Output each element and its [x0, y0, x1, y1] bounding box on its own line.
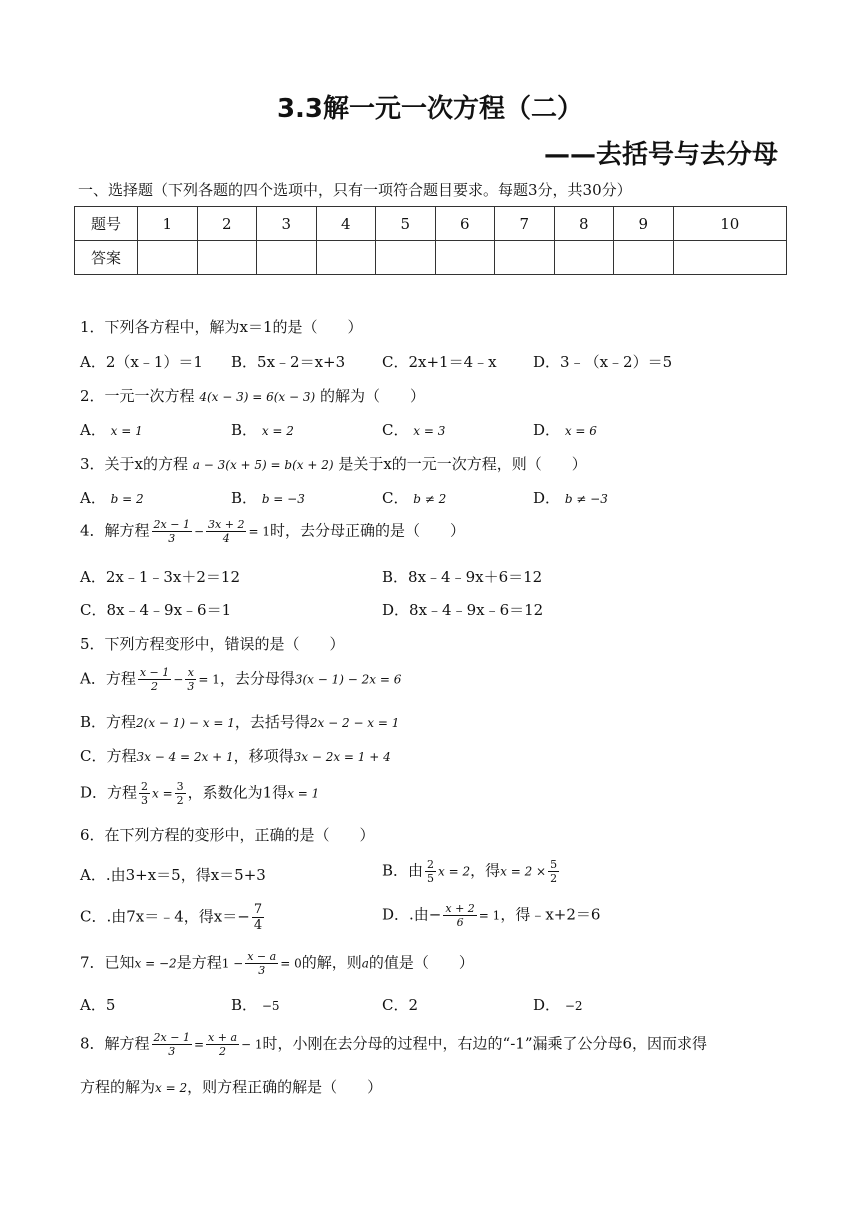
option-result: x = 2 × — [500, 864, 547, 879]
equation-rhs: = 0 — [280, 956, 302, 971]
question-5: 5．下列方程变形中，错误的是（ ） — [80, 635, 345, 653]
answer-cell[interactable] — [673, 241, 787, 275]
q5-option-b[interactable] — [80, 711, 399, 732]
q7-variable: a — [361, 956, 369, 971]
denominator: 3 — [187, 680, 195, 693]
answer-cell[interactable] — [316, 241, 376, 275]
option-result: ，得﹣x+2＝6 — [500, 905, 601, 924]
question-number-cell: 5 — [376, 207, 436, 241]
question-2 — [80, 385, 425, 406]
q2-prefix: 2．一元一次方程 — [80, 387, 195, 405]
q7-option-b[interactable] — [231, 994, 280, 1015]
fraction — [206, 518, 246, 545]
fraction — [252, 902, 264, 933]
option-equation: 3x − 4 = 2x + 1 — [136, 750, 234, 764]
numerator: x − a — [247, 950, 277, 963]
question-1: 1．下列各方程中，解为x＝1的是（ ） — [80, 318, 363, 336]
question-number-cell: 2 — [197, 207, 257, 241]
option-value: −2 — [564, 999, 583, 1013]
operator: = — [193, 1037, 205, 1052]
q2-option-a[interactable] — [80, 419, 143, 440]
q5-option-a[interactable] — [80, 666, 401, 693]
denominator: 2 — [176, 794, 184, 807]
fraction — [152, 1031, 192, 1058]
q5-option-d[interactable] — [80, 780, 319, 807]
option-value: x = 6 — [564, 424, 597, 438]
q7-option-d[interactable] — [533, 994, 583, 1015]
q5-option-c[interactable] — [80, 745, 391, 766]
denominator: 3 — [141, 794, 149, 807]
question-number-cell: 1 — [138, 207, 198, 241]
q3-option-b[interactable] — [231, 487, 305, 508]
q2-equation: 4(x − 3) = 6(x − 3) — [199, 390, 316, 404]
q6-option-a[interactable]: A．.由3+x＝5，得x＝5+3 — [80, 866, 266, 884]
q7-one: 1 − — [221, 956, 244, 971]
q8-prefix: 8．解方程 — [80, 1034, 150, 1053]
fraction — [206, 1031, 239, 1058]
option-label: C． — [382, 421, 409, 439]
numerator: 7 — [253, 902, 263, 917]
numerator: 2 — [141, 780, 149, 793]
q3-suffix: 是关于x的一元一次方程，则（ ） — [338, 455, 587, 473]
question-7 — [80, 950, 474, 977]
option-label: D． — [533, 421, 561, 439]
option-label: C． — [382, 489, 409, 507]
q8-line2-prefix: 方程的解为 — [80, 1078, 156, 1096]
answer-cell[interactable] — [435, 241, 495, 275]
option-label: D．方程 — [80, 783, 138, 802]
question-number-cell: 3 — [257, 207, 317, 241]
option-label: D． — [533, 996, 561, 1014]
q8-line2-suffix: ，则方程正确的解是（ ） — [187, 1078, 383, 1096]
table-row — [75, 241, 787, 275]
option-label: B． — [231, 996, 258, 1014]
answer-cell[interactable] — [376, 241, 436, 275]
option-label: D． — [533, 489, 561, 507]
denominator: 3 — [258, 964, 266, 977]
option-result: 3(x − 1) − 2x = 6 — [294, 672, 402, 687]
option-text: ，系数化为1得 — [187, 783, 288, 802]
denominator: 4 — [253, 918, 263, 933]
denominator: 2 — [550, 872, 558, 885]
answer-cell[interactable] — [197, 241, 257, 275]
question-3 — [80, 453, 587, 474]
q7-suffix: 的值是（ ） — [368, 953, 474, 972]
option-label: A．方程 — [80, 669, 136, 688]
numerator: 2x − 1 — [153, 1031, 190, 1044]
option-result: 2x − 2 − x = 1 — [309, 716, 400, 730]
numerator: x + a — [208, 1031, 238, 1044]
q7-option-c[interactable]: C．2 — [382, 996, 419, 1014]
option-text: ，得 — [470, 861, 501, 880]
operator: − — [193, 524, 205, 539]
denominator: 6 — [456, 916, 464, 929]
option-label: C．方程 — [80, 747, 137, 765]
page-subtitle: ——去括号与去分母 — [543, 140, 778, 170]
q7-middle: 是方程 — [176, 953, 222, 972]
denominator: 3 — [168, 532, 176, 545]
option-label: A． — [80, 489, 106, 507]
option-value: −5 — [261, 999, 280, 1013]
option-equation: x = 2 — [438, 864, 471, 879]
option-label: A． — [80, 421, 106, 439]
row-label-number: 题号 — [75, 207, 138, 241]
q1-option-c[interactable]: C．2x+1＝4﹣x — [382, 353, 497, 371]
equation-rhs: = 1 — [198, 672, 220, 687]
option-value: x = 1 — [110, 424, 143, 438]
denominator: 2 — [219, 1045, 227, 1058]
q4-option-a[interactable]: A．2x﹣1﹣3x＋2＝12 — [80, 568, 241, 586]
option-text: ，去括号得 — [234, 713, 310, 731]
page-title: 3.3解一元一次方程（二） — [276, 94, 584, 124]
q7-middle-2: 的解，则 — [301, 953, 362, 972]
q2-option-b[interactable] — [231, 419, 294, 440]
fraction — [138, 666, 171, 693]
numerator: x + 2 — [445, 902, 475, 915]
table-row — [75, 207, 787, 241]
q8-suffix: 时，小刚在去分母的过程中，右边的“-1”漏乘了公分母6，因而求得 — [262, 1034, 708, 1053]
q3-option-c[interactable] — [382, 487, 446, 508]
q1-option-b[interactable]: B．5x﹣2＝x+3 — [231, 353, 346, 371]
option-value: b = 2 — [110, 492, 144, 506]
operator: − — [173, 672, 184, 687]
fraction — [245, 950, 278, 977]
numerator: x — [185, 666, 196, 680]
equation-rhs: = 1 — [478, 908, 501, 923]
q3-option-a[interactable] — [80, 487, 144, 508]
option-result: 3x − 2x = 1 + 4 — [293, 750, 391, 764]
option-text: ，去分母得 — [219, 669, 295, 688]
question-number-cell: 7 — [495, 207, 555, 241]
q4-prefix: 4．解方程 — [80, 521, 150, 540]
denominator: 2 — [151, 680, 159, 693]
numerator: 3 — [176, 780, 184, 793]
option-text: D．.由− — [382, 905, 442, 924]
answer-cell[interactable] — [614, 241, 674, 275]
q4-option-b[interactable]: B．8x﹣4﹣9x＋6＝12 — [382, 568, 543, 586]
option-text: ，移项得 — [233, 747, 294, 765]
fraction — [425, 858, 436, 885]
q1-option-d[interactable]: D．3﹣（x﹣2）＝5 — [533, 353, 673, 371]
q3-option-d[interactable] — [533, 487, 608, 508]
numerator: 2x − 1 — [153, 518, 190, 531]
q8-line2-equation: x = 2 — [155, 1081, 188, 1095]
fraction — [175, 780, 186, 807]
q4-option-d[interactable]: D．8x﹣4﹣9x﹣6＝12 — [382, 601, 544, 619]
q6-option-c[interactable] — [80, 902, 266, 933]
option-label: B．方程 — [80, 713, 137, 731]
numerator: 5 — [550, 858, 558, 871]
fraction — [152, 518, 192, 545]
option-value: b ≠ 2 — [413, 492, 447, 506]
fraction — [443, 902, 476, 929]
option-value: b ≠ −3 — [564, 492, 608, 506]
question-number-cell: 9 — [614, 207, 674, 241]
numerator: 2 — [427, 858, 435, 871]
option-value: x = 2 — [261, 424, 294, 438]
answer-cell[interactable] — [495, 241, 555, 275]
denominator: 3 — [168, 1045, 176, 1058]
question-number-cell: 10 — [673, 207, 787, 241]
answer-cell[interactable] — [554, 241, 614, 275]
fraction — [185, 666, 196, 693]
q7-condition: x = −2 — [134, 956, 177, 971]
q2-option-c[interactable] — [382, 419, 445, 440]
denominator: 4 — [222, 532, 230, 545]
q7-option-a[interactable]: A．5 — [80, 996, 116, 1014]
q4-suffix: 时，去分母正确的是（ ） — [269, 521, 465, 540]
q7-prefix: 7．已知 — [80, 953, 135, 972]
question-number-cell: 4 — [316, 207, 376, 241]
fraction — [548, 858, 559, 885]
q6-option-b[interactable] — [382, 858, 561, 885]
question-8-line-2 — [80, 1076, 382, 1097]
question-8 — [80, 1031, 707, 1058]
equation-tail: − 1 — [241, 1037, 263, 1052]
option-result: x = 1 — [287, 786, 320, 801]
denominator: 5 — [427, 872, 435, 885]
q2-suffix: 的解为（ ） — [319, 387, 425, 405]
fraction — [139, 780, 150, 807]
answer-table — [74, 206, 787, 275]
option-value: x = 3 — [413, 424, 446, 438]
option-label: B．由 — [382, 861, 424, 880]
q6-option-d[interactable] — [382, 902, 600, 929]
option-value: b = −3 — [261, 492, 305, 506]
question-number-cell: 6 — [435, 207, 495, 241]
q3-prefix: 3．关于x的方程 — [80, 455, 189, 473]
q2-option-d[interactable] — [533, 419, 597, 440]
answer-cell[interactable] — [257, 241, 317, 275]
option-equation: x = — [152, 786, 173, 801]
question-number-cell: 8 — [554, 207, 614, 241]
option-equation: 2(x − 1) − x = 1 — [136, 716, 235, 730]
q4-option-c[interactable]: C．8x﹣4﹣9x﹣6＝1 — [80, 601, 232, 619]
numerator: 3x + 2 — [208, 518, 245, 531]
q3-equation: a − 3(x + 5) = b(x + 2) — [192, 458, 334, 472]
answer-cell[interactable] — [138, 241, 198, 275]
section-heading: 一、选择题（下列各题的四个选项中，只有一项符合题目要求。每题3分，共30分） — [78, 181, 632, 199]
equation-rhs: = 1 — [248, 524, 270, 539]
q1-option-a[interactable]: A．2（x﹣1）＝1 — [80, 353, 203, 371]
numerator: x − 1 — [139, 666, 170, 679]
question-6: 6．在下列方程的变形中，正确的是（ ） — [80, 826, 375, 844]
row-label-answer: 答案 — [75, 241, 138, 275]
question-4 — [80, 518, 465, 545]
option-text: C．.由7x＝﹣4，得x＝− — [80, 907, 250, 926]
option-label: B． — [231, 489, 258, 507]
option-label: B． — [231, 421, 258, 439]
